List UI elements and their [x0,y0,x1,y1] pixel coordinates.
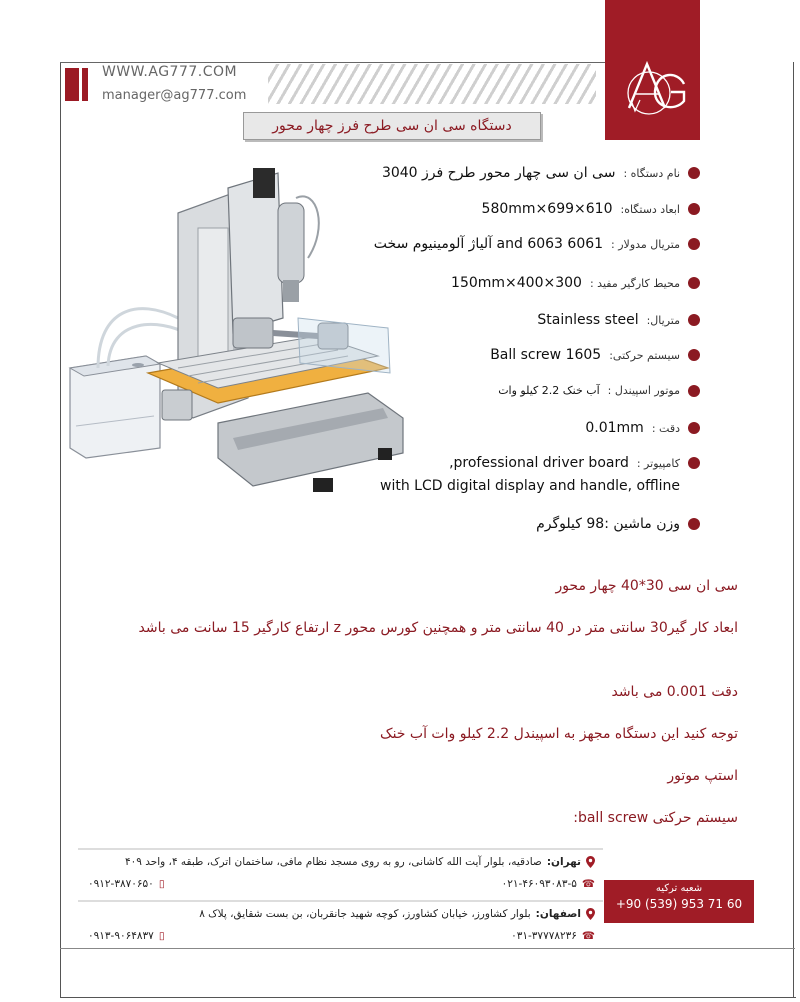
spec-item-weight: وزن ماشین :98 کیلوگرم [536,516,700,532]
footer-divider-middle [78,900,603,902]
page-title: دستگاه سی ان سی طرح فرز چهار محور [243,112,541,140]
bullet-dot-icon [688,422,700,434]
tehran-phone[interactable]: ☎ ۰۲۱-۴۶۰۹۳۰۸۳-۵ [501,878,595,890]
footer-divider-top [78,848,603,850]
bullet-dot-icon [688,314,700,326]
phone-icon: ☎ [581,930,595,942]
spec-item-material: متریال: Stainless steel [537,312,700,328]
description-line-5: استپ موتور [667,768,738,784]
spec-item-material-modular: متریال مدولار : 6061 and 6063 آلیاژ آلومینیوم سخت [374,236,700,252]
phone-icon: ☎ [581,878,595,890]
tehran-mobile[interactable]: ▯ ۰۹۱۲-۳۸۷۰۶۵۰ [88,878,165,890]
spec-item-dimensions: ابعاد دستگاه: 610×699×580mm [482,201,700,217]
isfahan-phone[interactable]: ☎ ۰۳۱-۳۷۷۷۸۲۳۶ [511,930,595,942]
tehran-address: تهران: صادقیه، بلوار آیت الله کاشانی، رو به روی مسجد نظام مافی، ساختمان اترک، طبقه ۴، واحد ۴۰۹ [125,856,595,868]
isfahan-address: اصفهان: بلوار کشاورز، خیابان کشاورز، کوچه شهید جانقربان، بن بست شقایق، پلاک ۸ [199,908,595,920]
description-line-6: سیستم حرکتی ball screw: [573,810,738,826]
bullet-dot-icon [688,457,700,469]
bullet-dot-icon [688,167,700,179]
bullet-dot-icon [688,349,700,361]
spec-computer-continuation: with LCD digital display and handle, offline [380,478,680,494]
frame-top-line [60,62,605,63]
bullet-dot-icon [688,518,700,530]
location-pin-icon [586,908,595,920]
mobile-icon: ▯ [158,878,165,890]
email-text[interactable]: manager@ag777.com [102,88,247,103]
header-red-bar [65,68,79,101]
frame-right-line [793,62,794,997]
spec-item-name: نام دستگاه : سی ان سی چهار محور طرح فرز 3040 [382,165,700,181]
location-pin-icon [586,856,595,868]
website-text[interactable]: WWW.AG777.COM [102,64,238,80]
description-line-4: توجه کنید این دستگاه مجهز به اسپیندل 2.2 کیلو وات آب خنک [380,726,738,742]
bullet-dot-icon [688,277,700,289]
description-line-2: ابعاد کار گیر30 سانتی متر در 40 سانتی متر و همچنین کورس محور z ارتفاع کارگیر 15 سانت می باشد [138,620,738,636]
mobile-icon: ▯ [158,930,165,942]
header-hatch-decoration [268,64,596,104]
spec-item-motion-system: سیستم حرکتی: 1605 Ball screw [490,347,700,363]
cnc-machine-image [68,168,408,503]
header-red-bar-thin [82,68,88,101]
description-line-1: سی ان سی 30*40 چهار محور [555,578,738,594]
footer-bottom-line [60,948,795,949]
bullet-dot-icon [688,238,700,250]
spec-item-precision: دقت : 0.01mm [585,420,700,436]
spec-item-work-area: محیط کارگیر مفید : 300×400×150mm [451,275,700,291]
description-line-3: دقت 0.001 می باشد [611,684,738,700]
brand-logo [605,0,700,140]
turkey-branch-box: شعبه ترکیه +90 (539) 953 71 60 [604,880,754,923]
bullet-dot-icon [688,385,700,397]
bullet-dot-icon [688,203,700,215]
spec-item-spindle-motor: موتور اسپیندل : آب خنک 2.2 کیلو وات [498,384,700,397]
isfahan-mobile[interactable]: ▯ ۰۹۱۳-۹۰۶۴۸۳۷ [88,930,165,942]
spec-item-computer: کامپیوتر : professional driver board, [449,455,700,471]
